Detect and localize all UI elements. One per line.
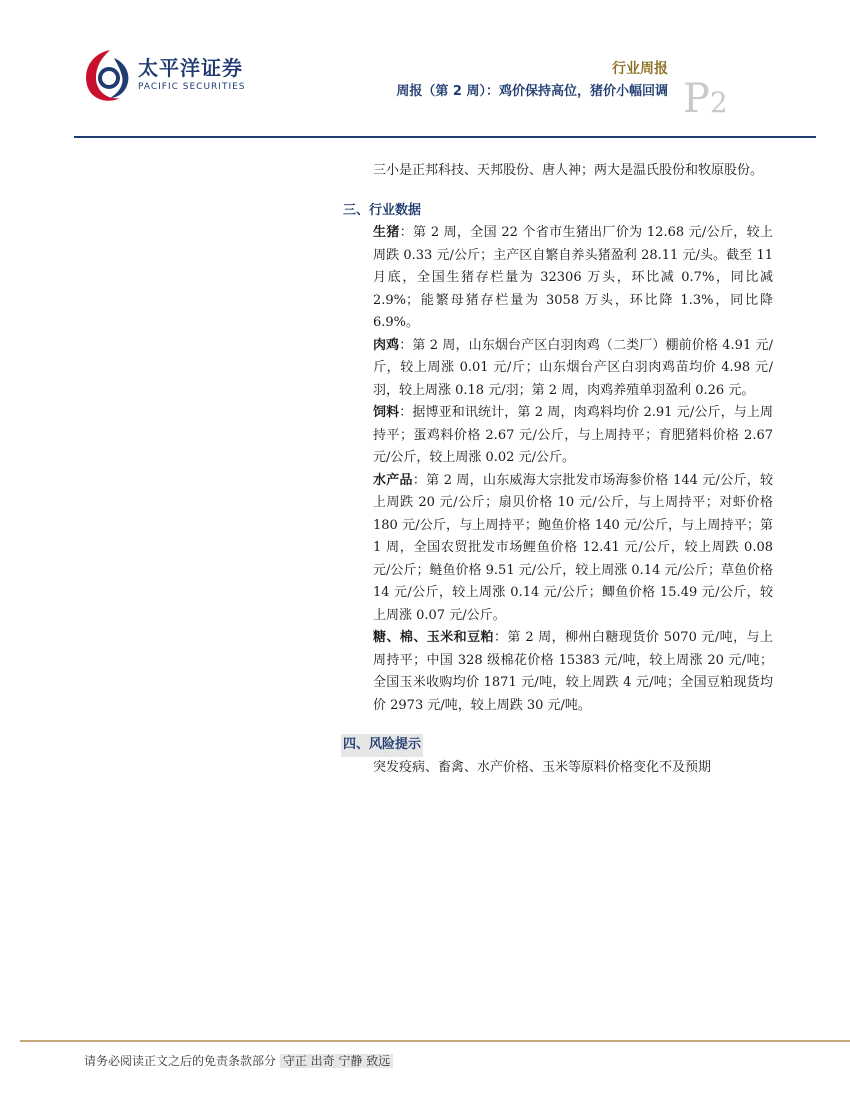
report-body	[343, 160, 773, 779]
page-number-mark	[683, 76, 728, 122]
data-item-term: 肉鸡	[373, 337, 400, 353]
data-item-hog	[373, 222, 773, 335]
section-heading-industry-data: 三、行业数据	[343, 202, 422, 218]
data-item-text: ：第 2 周，山东威海大宗批发市场海参价格 144 元/公斤，较上周跌 20 元/公斤；扇贝价格 10 元/公斤，与上周持平；对虾价格 180 元/公斤，与上周持平；鲍鱼价格 140 元/公斤，与上周持平；第 1 周，全国农贸批发市场鲤鱼价格 12.41 元/公斤，较上周跌 0.08 元/公斤；鲢鱼价格 9.51 元/公斤，较上周涨 0.14 元/公斤；草鱼价格 14 元/公斤，较上周涨 0.14 元/公斤；鲫鱼价格 15.49 元/公斤，较上周涨 0.07 元/公斤。	[373, 472, 773, 623]
footer	[84, 1052, 393, 1069]
data-item-text: ：第 2 周，柳州白糖现货价 5070 元/吨，与上周持平；中国 328 级棉花价格 15383 元/吨，较上周涨 20 元/吨；全国玉米收购均价 1871 元/吨，较上周跌 4 元/吨；全国豆粕现货均价 2973 元/吨，较上周跌 30 元/吨。	[373, 630, 773, 713]
data-item-text: ：据博亚和讯统计，第 2 周，肉鸡料均价 2.91 元/公斤，与上周持平；蛋鸡料价格 2.67 元/公斤，与上周持平；育肥猪料价格 2.67 元/公斤，较上周涨 0.02 元/公斤。	[373, 405, 773, 465]
footer-motto: 守正 出奇 宁静 致远	[280, 1054, 393, 1068]
data-item-text: ：第 2 周，山东烟台产区白羽肉鸡（二类厂）棚前价格 4.91 元/斤，较上周涨 0.01 元/斤；山东烟台产区白羽肉鸡苗均价 4.98 元/羽，较上周涨 0.18 元/羽；第 2 周，肉鸡养殖单羽盈利 0.26 元。	[373, 337, 773, 398]
data-item-term: 生猪	[373, 225, 400, 240]
company-logo	[80, 46, 260, 106]
data-item-commodities	[373, 627, 773, 717]
report-title: 周报（第 2 周）：鸡价保持高位，猪价小幅回调	[396, 84, 668, 99]
data-item-term: 饲料	[373, 405, 400, 420]
data-item-term: 水产品	[373, 472, 413, 488]
data-item-broiler	[373, 335, 773, 403]
footer-divider	[20, 1040, 850, 1042]
logo-name-en: PACIFIC SECURITIES	[138, 82, 246, 92]
data-item-text: ：第 2 周，全国 22 个省市生猪出厂价为 12.68 元/公斤，较上周跌 0.33 元/公斤；主产区自繁自养头猪盈利 28.11 元/头。截至 11 月底，全国生猪存栏量为 32306 万头，环比减 0.7%，同比减 2.9%；能繁母猪存栏量为 3058 万头，环比降 1.3%，同比降 6.9%。	[373, 225, 773, 330]
data-item-aquatic	[373, 470, 773, 628]
page-number: 2	[709, 86, 728, 119]
footer-disclaimer: 请务必阅读正文之后的免责条款部分	[84, 1054, 277, 1068]
data-item-term: 糖、棉、玉米和豆粕	[373, 630, 494, 645]
risk-paragraph: 突发疫病、畜禽、水产价格、玉米等原料价格变化不及预期	[373, 759, 712, 775]
page-prefix: P	[683, 76, 710, 122]
header-divider	[74, 136, 816, 138]
logo-name-cn: 太平洋证券	[138, 56, 243, 80]
intro-paragraph: 三小是正邦科技、天邦股份、唐人神；两大是温氏股份和牧原股份。	[373, 163, 764, 178]
report-type: 行业周报	[612, 61, 668, 77]
data-item-feed	[373, 402, 773, 470]
section-heading-risk: 四、风险提示	[341, 734, 423, 757]
logo-emblem-icon	[80, 46, 134, 106]
